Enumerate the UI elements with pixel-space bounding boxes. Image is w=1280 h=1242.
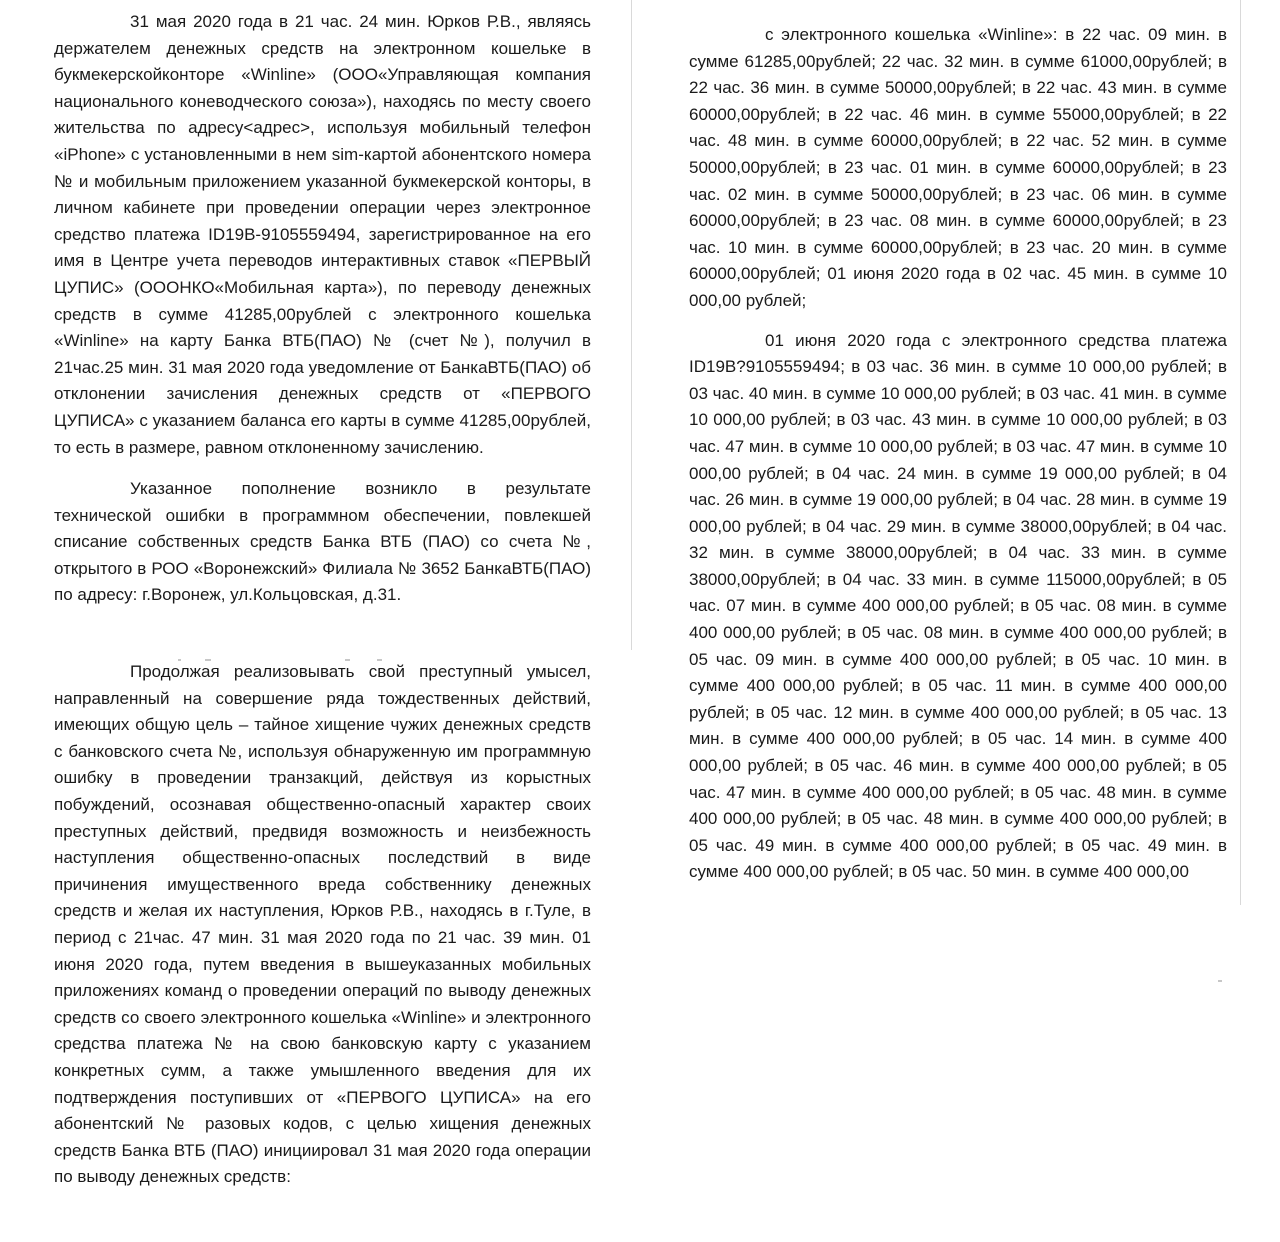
paragraph-winline-wallet-balance: 31 мая 2020 года в 21 час. 24 мин. Юрков Р.В., являясь держателем денежных средств на электронном кошельке в букмекерскойконторе «Winline» (ООО«Управляющая компания национального коневодческого союза»), находясь по месту своего жительства по адресу<адрес>, используя мобильный телефон «iPhone» с установленными в нем sim-картой абонентского номера № и мобильным приложением указанной букмекерской конторы, в личном кабинете при проведении операции через электронное средство платежа ID19B-9105559494, зарегистрированное на его имя в Центре учета переводов интерактивных ставок «ПЕРВЫЙ ЦУПИС» (ОООНКО«Мобильная карта»), по переводу денежных средств в сумме 41285,00рублей с электронного кошелька «Winline» на карту Банка ВТБ(ПАО) № (счет №), получил в 21час.25 мин. 31 мая 2020 года уведомление от БанкаВТБ(ПАО) об отклонении зачисления денежных средств от «ПЕРВОГО ЦУПИСА» с указанием баланса его карты в сумме 41285,00рублей, то есть в размере, равном отклоненному зачислению. <box>54 12 591 457</box>
paragraph-software-error: Указанное пополнение возникло в результате технической ошибки в программном обеспечении, повлекшей списание собственных средств Банка ВТБ (ПАО) со счета №, открытого в РОО «Воронежский» Филиала № 3652 БанкаВТБ(ПАО) по адресу: г.Воронеж, ул.Кольцовская, д.31. <box>54 479 591 605</box>
paragraph-winline-withdrawals: с электронного кошелька «Winline»: в 22 час. 09 мин. в сумме 61285,00рублей; 22 час. 32 мин. в сумме 61000,00рублей; в 22 час. 36 мин. в сумме 50000,00рублей; в 22 час. 43 мин. в сумме 60000,00рублей; в 22 час. 46 мин. в сумме 55000,00рублей; в 22 час. 48 мин. в сумме 60000,00рублей; в 22 час. 52 мин. в сумме 50000,00рублей; в 23 час. 01 мин. в сумме 60000,00рублей; в 23 час. 02 мин. в сумме 50000,00рублей; в 23 час. 06 мин. в сумме 60000,00рублей; в 23 час. 08 мин. в сумме 60000,00рублей; в 23 час. 10 мин. в сумме 60000,00рублей; в 23 час. 20 мин. в сумме 60000,00рублей; 01 июня 2020 года в 02 час. 45 мин. в сумме 10 000,00 рублей; <box>689 25 1227 310</box>
page-edge-line <box>631 0 632 650</box>
left-text-column <box>54 9 591 1191</box>
paragraph-criminal-intent: Продолжая реализовывать свой преступный умысел, направленный на совершение ряда тождественных действий, имеющих общую цель – тайное хищение чужих денежных средств с банковского счета №, используя обнаруженную им программную ошибку в проведении транзакций, действуя из корыстных побуждений, осознавая общественно-опасный характер своих преступных действий, предвидя возможность и неизбежность наступления общественно-опасных последствий в виде причинения имущественного вреда собственнику денежных средств и желая их наступления, Юрков Р.В., находясь в г.Туле, в период с 21час. 47 мин. 31 мая 2020 года по 21 час. 39 мин. 01 июня 2020 года, путем введения в вышеуказанных мобильных приложениях команд о проведении операций по выводу денежных средств со своего электронного кошелька «Winline» и электронного средства платежа № на свою банковскую карту с указанием конкретных сумм, а также умышленного введения для их подтверждения поступивших от «ПЕРВОГО ЦУПИСА» на его абонентский № разовых кодов, с целью хищения денежных средств Банка ВТБ (ПАО) инициировал 31 мая 2020 года операции по выводу денежных средств: <box>54 662 591 1187</box>
scan-artifact <box>205 659 211 661</box>
paragraph-payment-means-withdrawals: 01 июня 2020 года с электронного средства платежа ID19B?9105559494; в 03 час. 36 мин. в сумме 10 000,00 рублей; в 03 час. 40 мин. в сумме 10 000,00 рублей; в 03 час. 41 мин. в сумме 10 000,00 рублей; в 03 час. 43 мин. в сумме 10 000,00 рублей; в 03 час. 47 мин. в сумме 10 000,00 рублей; в 03 час. 47 мин. в сумме 10 000,00 рублей; в 04 час. 24 мин. в сумме 19 000,00 рублей; в 04 час. 26 мин. в сумме 19 000,00 рублей; в 04 час. 28 мин. в сумме 19 000,00 рублей; в 04 час. 29 мин. в сумме 38000,00рублей; в 04 час. 32 мин. в сумме 38000,00рублей; в 04 час. 33 мин. в сумме 38000,00рублей; в 04 час. 33 мин. в сумме 115000,00рублей; в 05 час. 07 мин. в сумме 400 000,00 рублей; в 05 час. 08 мин. в сумме 400 000,00 рублей; в 05 час. 08 мин. в сумме 400 000,00 рублей; в 05 час. 09 мин. в сумме 400 000,00 рублей; в 05 час. 10 мин. в сумме 400 000,00 рублей; в 05 час. 11 мин. в сумме 400 000,00 рублей; в 05 час. 12 мин. в сумме 400 000,00 рублей; в 05 час. 13 мин. в сумме 400 000,00 рублей; в 05 час. 14 мин. в сумме 400 000,00 рублей; в 05 час. 46 мин. в сумме 400 000,00 рублей; в 05 час. 47 мин. в сумме 400 000,00 рублей; в 05 час. 48 мин. в сумме 400 000,00 рублей; в 05 час. 48 мин. в сумме 400 000,00 рублей; в 05 час. 49 мин. в сумме 400 000,00 рублей; в 05 час. 49 мин. в сумме 400 000,00 рублей; в 05 час. 50 мин. в сумме 400 000,00 <box>689 330 1227 882</box>
paragraph-spacer <box>54 609 591 659</box>
page-edge-line <box>1240 0 1241 905</box>
scan-artifact <box>345 659 350 661</box>
paragraph-spacer <box>689 315 1227 328</box>
scan-artifact <box>1218 980 1222 982</box>
right-text-column <box>689 22 1227 886</box>
paragraph-spacer <box>54 461 591 476</box>
scan-artifact <box>377 659 382 661</box>
scan-artifact <box>178 659 181 661</box>
